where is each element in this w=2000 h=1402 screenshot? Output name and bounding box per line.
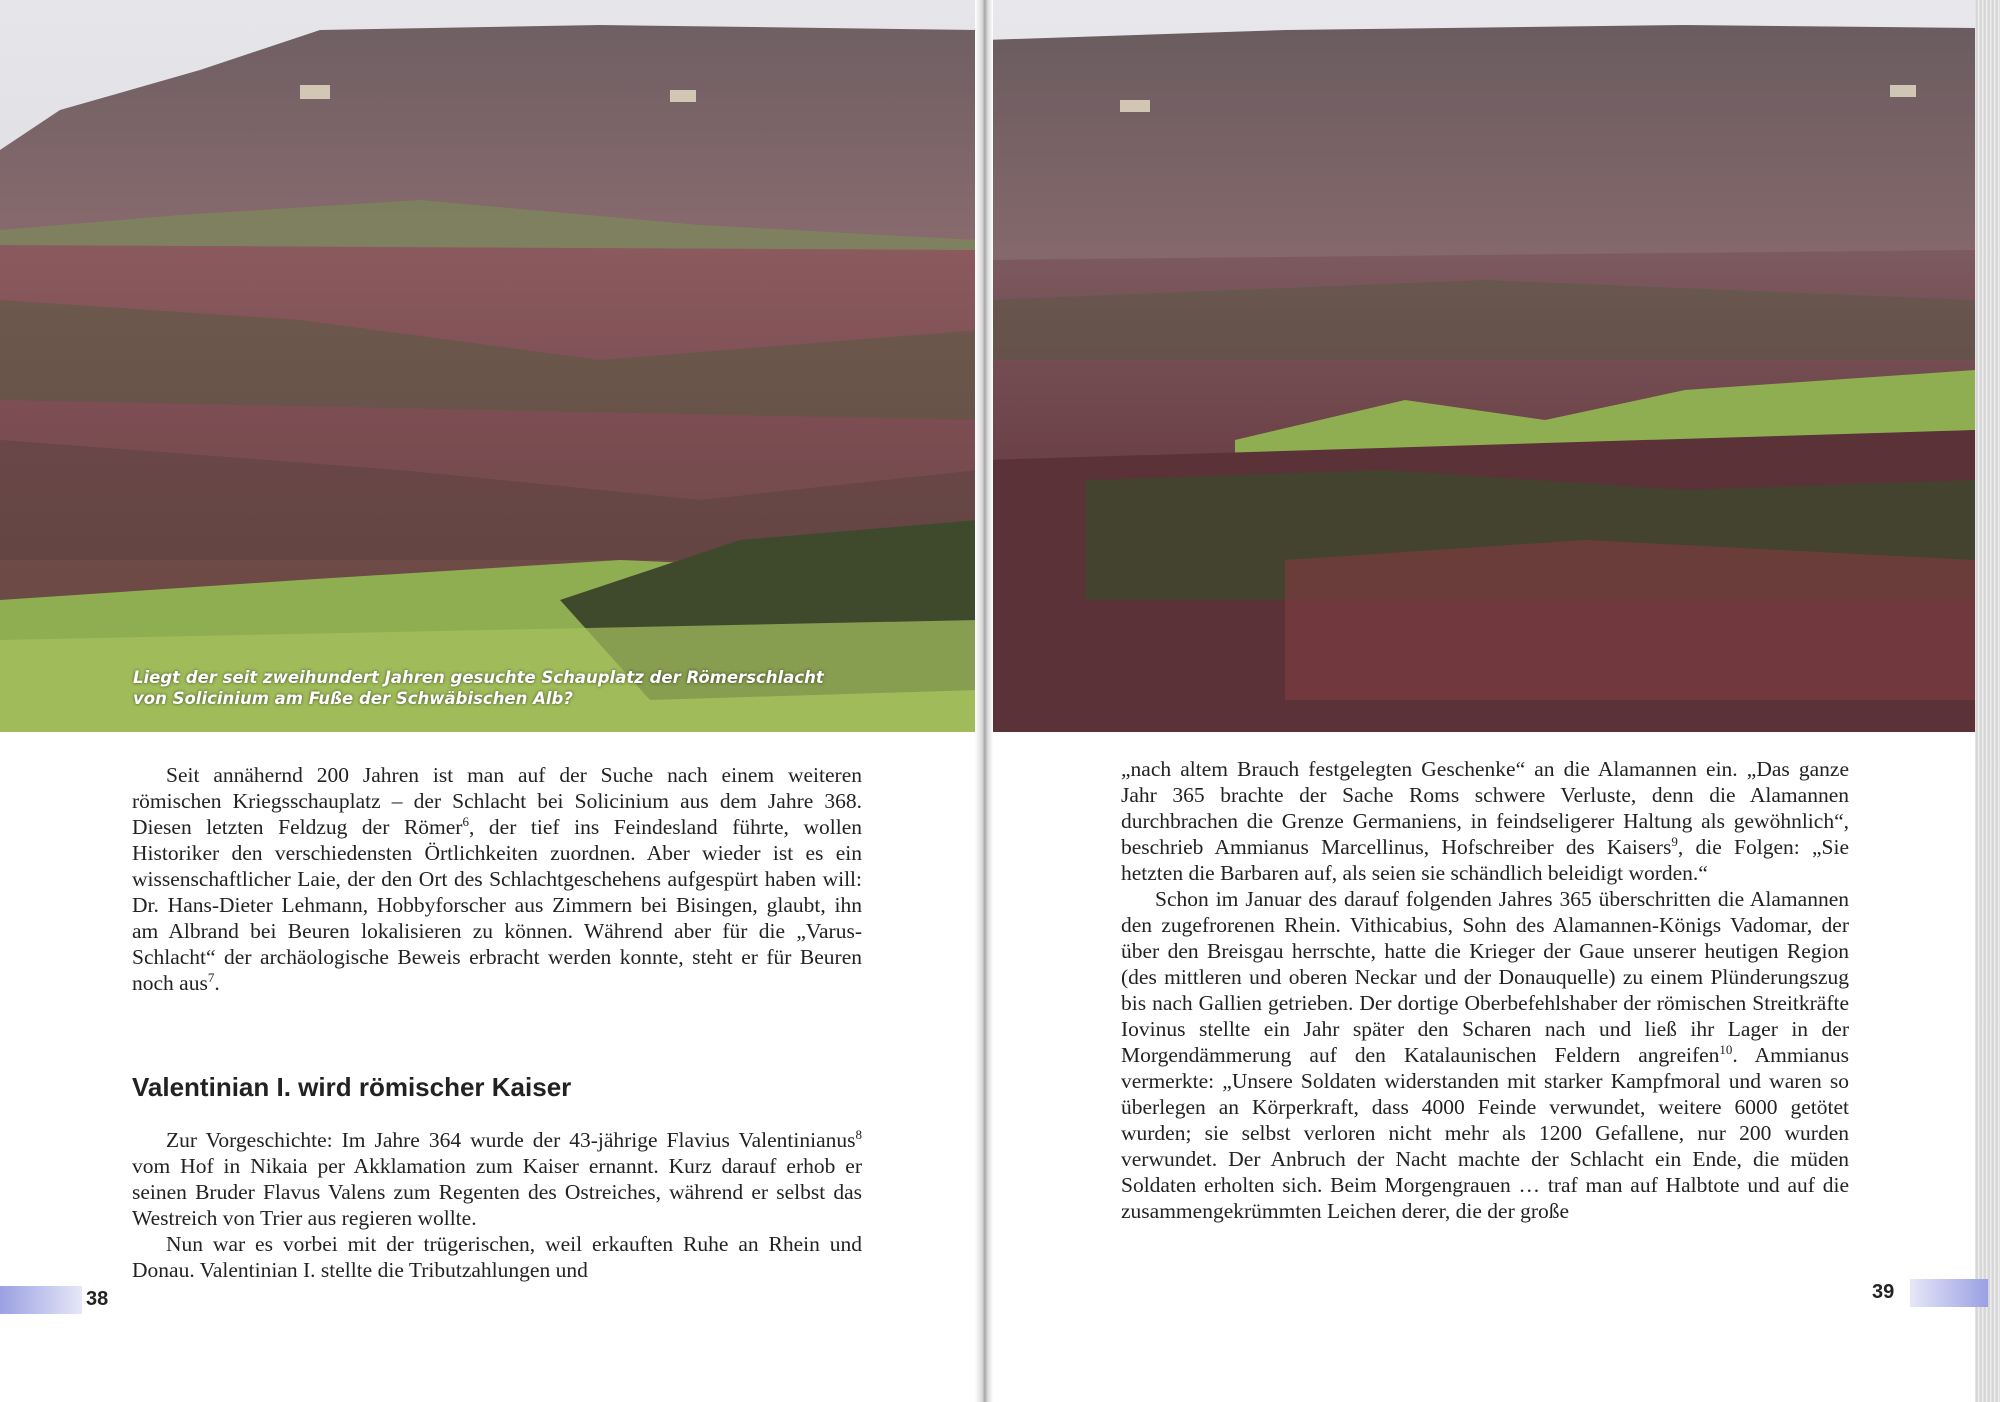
paragraph: Nun war es vorbei mit der trügerischen, weil erkauften Ruhe an Rhein und Donau. Valentinian I. stellte die Tributzahlungen und [132,1232,862,1282]
paragraph: „nach altem Brauch festgelegten Geschenke“ an die Alamannen ein. „Das ganze Jahr 365 brachte der Sache Roms schwere Verluste, denn die Alamannen durchbrachen die Grenze Germaniens, in feindseligerer Haltung als gewöhnlich“, beschrieb Ammianus Marcellinus, Hofschreiber des Kaisers$^9$, die Folgen: „Sie hetzten die Barbaren auf, als seien sie schändlich beleidigt worden.“ [1121,757,1849,885]
caption-line-2: von Solicinium am Fuße der Schwäbischen Alb? [133,689,573,708]
page-tab-right [1910,1279,1988,1307]
landscape-photo-right [985,0,1975,732]
paragraph: Schon im Januar des darauf folgenden Jahres 365 überschritten die Alamannen den zugefrorenen Rhein. Vithicabius, Sohn des Alamannen-Königs Vadomar, der über den Breisgau herrschte, hatte die Krieger der Gaue unserer heutigen Region (des mittleren und oberen Neckar und der Donauquelle) zu einem Plünderungszug bis nach Gallien getrieben. Der dortige Oberbefehlshaber der römischen Streitkräfte Iovinus stellte ein Jahr später den Scharen nach und ließ ihr Lager in der Morgendämmerung auf den Katalaunischen Feldern angreifen$^{10}$. Ammianus vermerkte: „Unsere Soldaten widerstanden mit starker Kampfmoral und waren so überlegen an Körperkraft, dass 4000 Feinde verwundet, weitere 6000 getötet wurden; sie selbst verloren nicht mehr als 1200 Gefallene, nur 200 wurden verwundet. Der Anbruch der Nacht machte der Schlacht ein Ende, die müden Soldaten erholten sich. Beim Morgengrauen … traf man auf Halbtote und auf die zusammengekrümmten Leichen derer, die der große [1121,887,1850,1223]
paragraph: Seit annähernd 200 Jahren ist man auf der Suche nach einem weiteren römischen Kriegsschauplatz – der Schlacht bei Solicinium aus dem Jahre 368. Diesen letzten Feldzug der Römer$^6$, der tief ins Feindesland führte, wollen Historiker den verschiedensten Örtlichkeiten zuordnen. Aber wieder ist es ein wissenschaftlicher Laie, der den Ort des Schlachtgeschehens aufgespürt haben will: Dr. Hans-Dieter Lehmann, Hobbyforscher aus Zimmern bei Bisingen, glaubt, ihn am Albrand bei Beuren lokalisieren zu können. Während aber für die „Varus-Schlacht“ der archäologische Beweis erbracht werden konnte, steht er für Beuren noch aus$^7$. [132,763,862,995]
landscape-photo-left [0,0,978,732]
page-tab-left [0,1286,82,1314]
left-column-main [132,1127,862,1283]
paragraph: Zur Vorgeschichte: Im Jahre 364 wurde der 43-jährige Flavius Valentinianus$^8$ vom Hof in Nikaia per Akklamation zum Kaiser ernannt. Kurz darauf erhob er seinen Bruder Flavus Valens zum Regenten des Ostreiches, während er selbst das Westreich von Trier aus regieren wollte. [132,1126,862,1230]
photo-caption [133,667,833,709]
page-edge [1975,0,2000,1402]
page-number-right: 39 [1872,1281,1895,1303]
page-number-left: 38 [86,1288,109,1310]
footnote-ref: 10 [1719,1041,1733,1057]
section-heading: Valentinian I. wird römischer Kaiser [132,1072,572,1102]
right-column [1121,756,1849,1224]
footnote-ref: 8 [855,1126,862,1142]
footnote-ref: 7 [207,969,215,985]
book-gutter [975,0,993,1402]
left-column-intro [132,762,862,996]
footnote-ref: 9 [1671,833,1678,849]
footnote-ref: 6 [462,813,469,829]
caption-line-1: Liegt der seit zweihundert Jahren gesuchte Schauplatz der Römerschlacht [133,668,824,687]
